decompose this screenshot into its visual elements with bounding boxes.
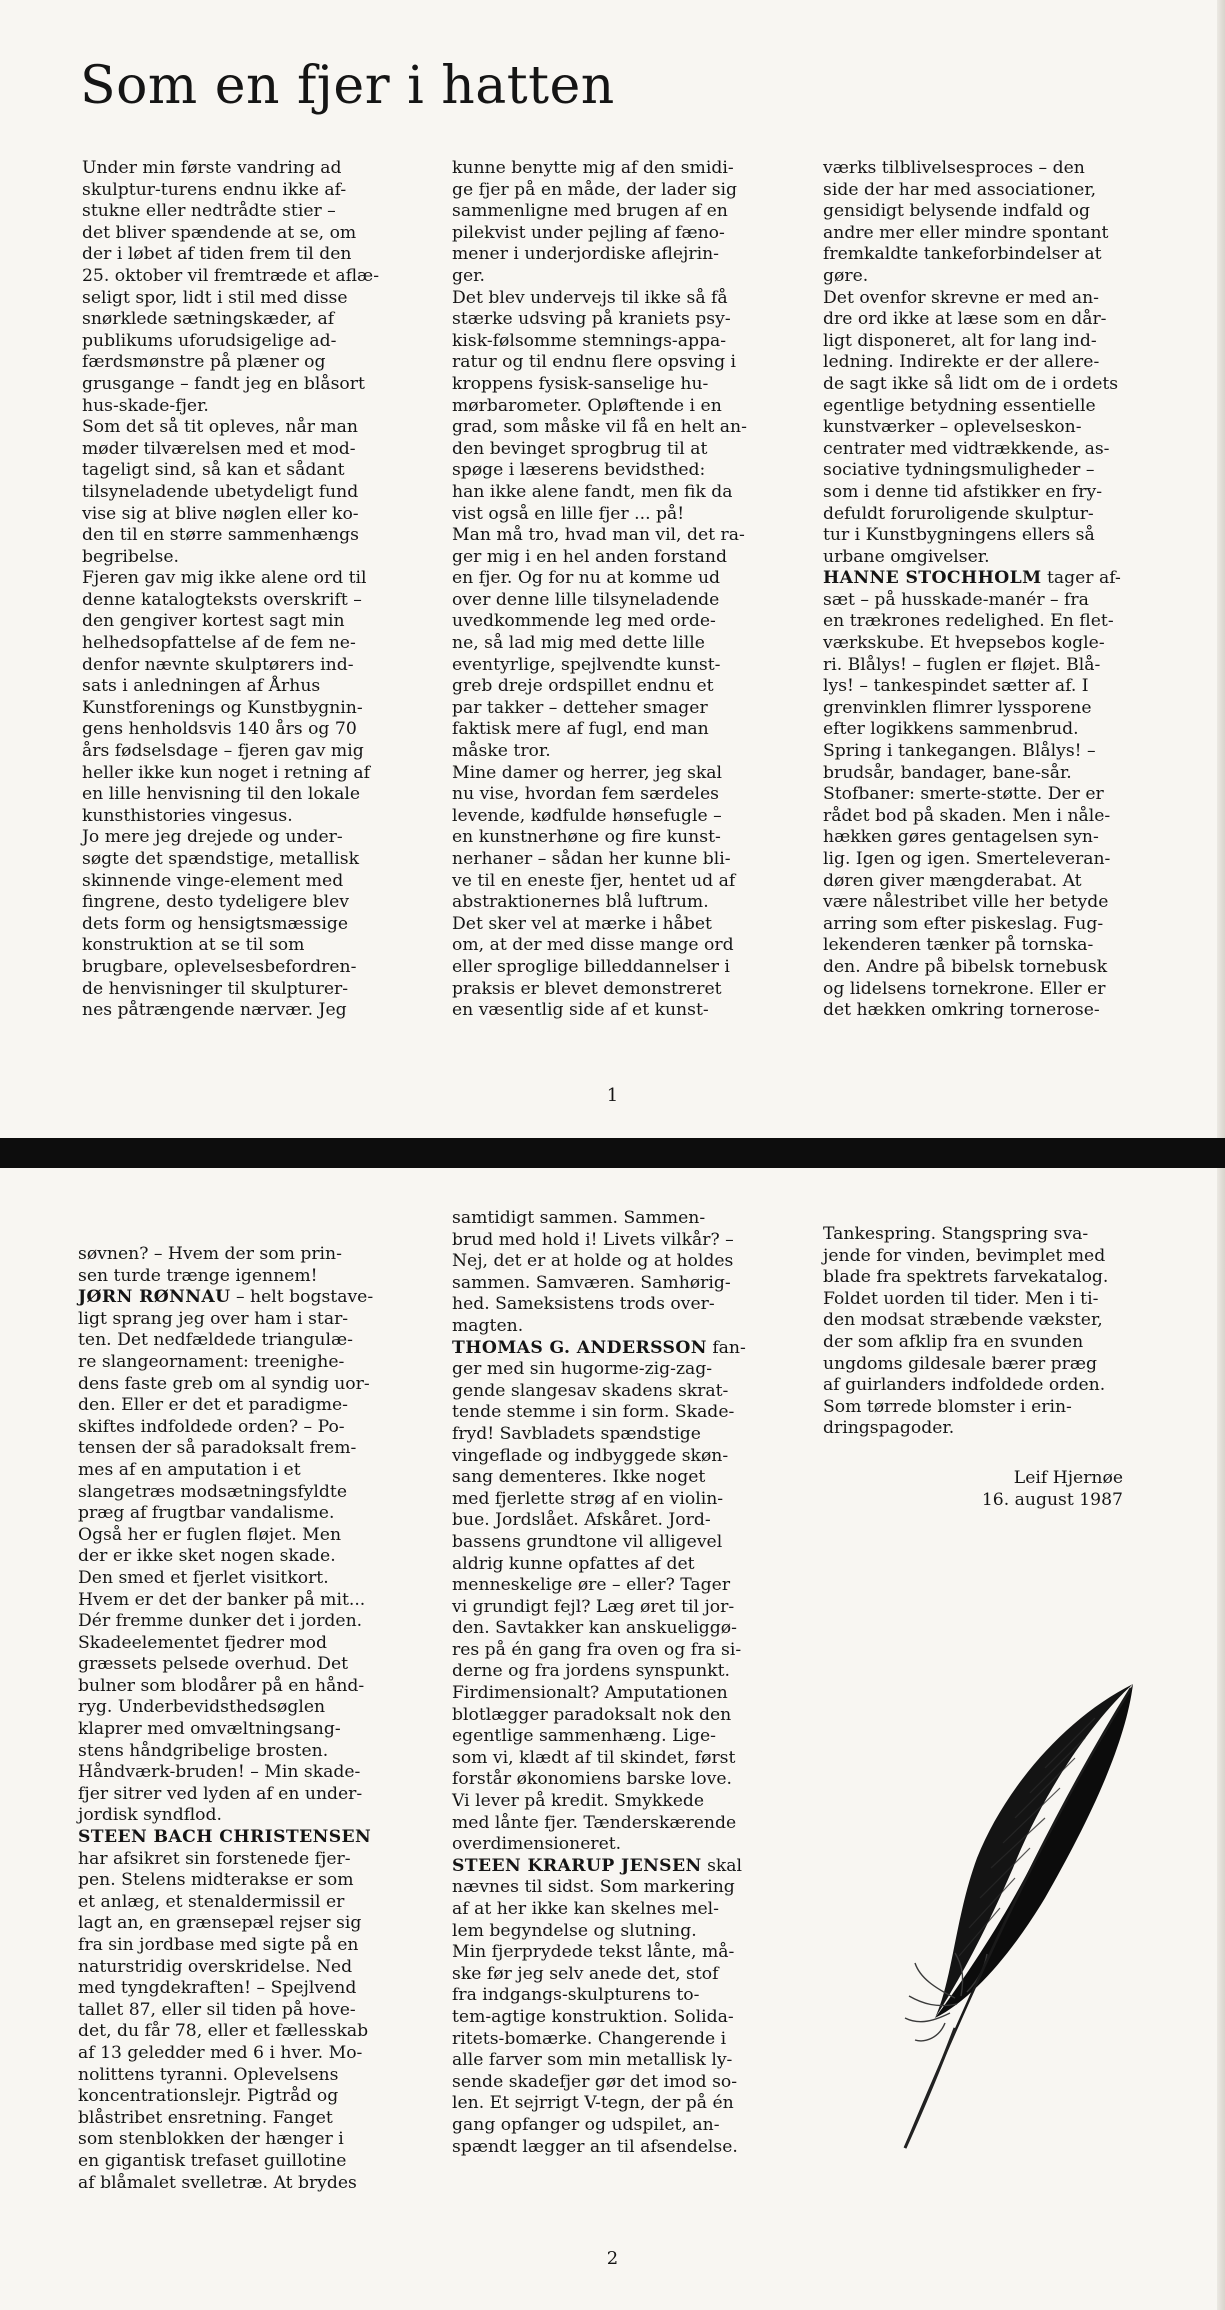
- paragraph: Som det så tit opleves, når man møder tilværelsen med et mod- tageligt sind, så kan et sådant tilsyneladende ubetydeligt fund vise sig at blive nøglen eller ko- den til en større sammenhængs begribelse.: [82, 417, 359, 567]
- paragraph: Det blev undervejs til ikke så få stærke udsving på kraniets psy- kisk-følsomme stemnings-appa- ratur og til endnu flere opsving i kroppens fysisk-sanselige hu- mørbarometer. Opløftende i en grad, som måske vil få en helt an- den bevinget sprogbrug til at spøge i læserens bevidsthed: han ikke alene fandt, men fik da vist også en lille fjer ... på!: [452, 287, 747, 524]
- paragraph-text: – helt bogstave- ligt sprang jeg over ham i star- ten. Det nedfældede triangulæ- re slangeornament: treenighe- dens faste greb om al syndig uor- den. Eller er det et paradigme- skiftes indfoldede orden? – Po- tensen der så paradoksalt frem- mes af en amputation i et slangetræs modsætningsfyldte præg af frugtbar vandalisme. Også her er fuglen fløjet. Men der er ikke sket nogen skade. Den smed et fjerlet visitkort. Hvem er det der banker på mit... Dér fremme dunker det i jorden. Skadeelementet fjedrer mod græssets pelsede overhud. Det bulner som blodårer på en hånd- ryg. Underbevidsthedsøglen klaprer med omvæltningsang- stens håndgribelige brosten. Håndværk-bruden! – Min skade- fjer sitrer ved lyden af en under- jordisk syndflod.: [78, 1287, 374, 1826]
- paragraph: Mine damer og herrer, jeg skal nu vise, hvordan fem særdeles levende, kødfulde hønsefugle – en kunstnerhøne og fire kunst- nerhaner – sådan her kunne bli- ve til en eneste fjer, hentet ud af abstraktionernes blå luftrum. Det sker vel at mærke i håbet om, at der med disse mange ord eller sproglige billeddannelser i praksis er blevet demonstreret en væsentlig side af et kunst-: [452, 762, 736, 1021]
- artist-paragraph: [78, 1287, 408, 1827]
- paragraph: søvnen? – Hvem der som prin- sen turde trænge igennem!: [78, 1244, 342, 1286]
- paragraph-text: skal nævnes til sidst. Som markering af at her ikke kan skelnes mel- lem begyndelse og slutning. Min fjerprydede tekst lånte, må- ske før jeg selv anede det, stof fra indgangs-skulpturens to- tem-agtige konstruktion. Solida- ritets-bomærke. Changerende i alle farver som min metallisk ly- sende skadefjer gør det imod so- len. Et sejrrigt V-tegn, der på én gang opfanger og udspilet, an- spændt lægger an til afsendelse.: [452, 1855, 743, 2157]
- signature-date: 16. august 1987: [981, 1489, 1123, 1510]
- paragraph-text: fan- ger med sin hugorme-zig-zag- gende slangesav skadens skrat- tende stemme i sin form. Skade- fryd! Savbladets spændstige vingeflade og indbyggede skøn- sang dementeres. Ikke noget med fjerlette strøg af en violin- bue. Jordslået. Afskåret. Jord- bassens grundtone vil alligevel aldrig kunne opfattes af det menneskelige øre – eller? Tager vi grundigt fejl? Læg øret til jor- den. Savtakker kan anskueliggø- res på én gang fra oven og fra si- derne og fra jordens synspunkt. Firdimensionalt? Amputationen blotlægger paradoksalt nok den egentlige sammenhæng. Lige- som vi, klædt af til skindet, først forstår økonomiens barske love. Vi lever på kredit. Smykkede med lånte fjer. Tænderskærende overdimensioneret.: [452, 1337, 746, 1855]
- page-2: [0, 1168, 1225, 2310]
- page-number: 1: [606, 1085, 619, 1106]
- artist-name: HANNE STOCHHOLM: [823, 568, 1042, 589]
- page-1-column-2: [452, 158, 782, 1022]
- paragraph-text: tager af- sæt – på husskade-manér – fra en trækrones redelighed. En flet- værkskube. Et hvepsebos kogle- ri. Blålys! – fuglen er fløjet. Blå- lys! – tankespindet sætter af. I grenvinklen flimrer lyssporene efter logikkens sammenbrud. Spring i tankegangen. Blålys! – brudsår, bandager, bane-sår. Stofbaner: smerte-støtte. Der er rådet bod på skaden. Men i nåle- hækken gøres gentagelsen syn- lig. Igen og igen. Smerteleveran- døren giver mængderabat. At være nålestribet ville her betyde arring som efter piskeslag. Fug- lekenderen tænker på tornska- den. Andre på bibelsk tornebusk og lidelsens tornekrone. Eller er det hækken omkring tornerose-: [823, 568, 1121, 1021]
- signature: [823, 1468, 1123, 1511]
- page-2-column-1: [78, 1244, 408, 2194]
- artist-name: THOMAS G. ANDERSSON: [452, 1337, 707, 1358]
- artist-name: JØRN RØNNAU: [78, 1287, 231, 1308]
- paragraph: værks tilblivelsesproces – den side der har med associationer, gensidigt belysende indfald og andre mer eller mindre spontant fremkaldte tankeforbindelser at gøre.: [823, 158, 1109, 286]
- artist-paragraph: [78, 1827, 408, 2194]
- artist-paragraph: [823, 568, 1153, 1021]
- page-1-column-3: [823, 158, 1153, 1022]
- artist-name: STEEN BACH CHRISTENSEN: [78, 1827, 372, 1848]
- feather-icon: [905, 1684, 1133, 2148]
- paragraph: Jo mere jeg drejede og under- søgte det spændstige, metallisk skinnende vinge-element med fingrene, desto tydeligere blev dets form og hensigtsmæssige konstruktion at se til som brugbare, oplevelsesbefordren- de henvisninger til skulpturer- nes påtrængende nærvær. Jeg: [82, 827, 359, 1021]
- article-title: Som en fjer i hatten: [80, 56, 615, 116]
- artist-name: STEEN KRARUP JENSEN: [452, 1855, 702, 1876]
- page-1-column-1: [82, 158, 412, 1022]
- artist-paragraph: [452, 1338, 782, 1856]
- page-2-column-2: [452, 1208, 782, 2158]
- paragraph-text: har afsikret sin forstenede fjer- pen. Stelens midterakse er som et anlæg, et stenaldermissil er lagt an, en grænsepæl rejser sig fra sin jordbase med sigte på en naturstridig overskridelse. Ned med tyngdekraften! – Spejlvend tallet 87, eller sil tiden på hove- det, du får 78, eller et fællesskab af 13 geledder med 6 i hver. Mo- nolittens tyranni. Oplevelsens koncentrationslejr. Pigtråd og blåstribet ensretning. Fanget som stenblokken der hænger i en gigantisk trefaset guillotine af blåmalet svelletræ. At brydes: [78, 1848, 369, 2193]
- artist-paragraph: [452, 1856, 782, 2158]
- author-name: Leif Hjernøe: [1013, 1468, 1123, 1488]
- page-2-column-3: [823, 1224, 1153, 1440]
- paragraph: Man må tro, hvad man vil, det ra- ger mig i en hel anden forstand en fjer. Og for nu at komme ud over denne lille tilsyneladende uvedkommende leg med orde- ne, så lad mig med dette lille eventyrlige, spejlvendte kunst- greb dreje ordspillet endnu et par takker – detteher smager faktisk mere af fugl, end man måske tror.: [452, 525, 745, 762]
- paragraph: Fjeren gav mig ikke alene ord til denne katalogteksts overskrift – den gengiver kortest sagt min helhedsopfattelse af de fem ne- denfor nævnte skulptørers ind- sats i anledningen af Århus Kunstforenings og Kunstbygnin- gens henholdsvis 140 års og 70 års fødselsdage – fjeren gav mig heller ikke kun noget i retning af en lille henvisning til den lokale kunsthistories vingesus.: [82, 568, 370, 826]
- paragraph: Det ovenfor skrevne er med an- dre ord ikke at læse som en dår- ligt disponeret, alt for lang ind- ledning. Indirekte er der allere- de sagt ikke så lidt om de i ordets egentlige betydning essentielle kunstværker – oplevelseskon- centrater med vidtrækkende, as- sociative tydningsmuligheder – som i denne tid afstikker en fry- defuldt foruroligende skulptur- tur i Kunstbygningens ellers så urbane omgivelser.: [823, 287, 1119, 567]
- page-number: 2: [606, 2248, 619, 2269]
- paragraph: Tankespring. Stangspring sva- jende for vinden, bevimplet med blade fra spektrets farvekatalog. Foldet uorden til tider. Men i ti- den modsat stræbende vækster, der som afklip fra en svunden ungdoms gildesale bærer præg af guirlanders indfoldede orden. Som tørrede blomster i erin- dringspagoder.: [823, 1224, 1109, 1439]
- paragraph: Under min første vandring ad skulptur-turens endnu ikke af- stukne eller nedtrådte stier – det bliver spændende at se, om der i løbet af tiden frem til den 25. oktober vil fremtræde et aflæ- seligt spor, lidt i stil med disse snørklede sætningskæder, af publikums uforudsigelige ad- færdsmønstre på plæner og grusgange – fandt jeg en blåsort hus-skade-fjer.: [82, 158, 380, 416]
- paragraph: samtidigt sammen. Sammen- brud med hold i! Livets vilkår? – Nej, det er at holde og at holdes sammen. Samværen. Samhørig- hed. Sameksistens trods over- magten.: [452, 1208, 734, 1336]
- page-1: [0, 0, 1225, 1138]
- paragraph: kunne benytte mig af den smidi- ge fjer på en måde, der lader sig sammenligne med brugen af en pilekvist under pejling af fæno- mener i underjordiske aflejrin- ger.: [452, 158, 738, 286]
- feather-illustration: [895, 1678, 1155, 2158]
